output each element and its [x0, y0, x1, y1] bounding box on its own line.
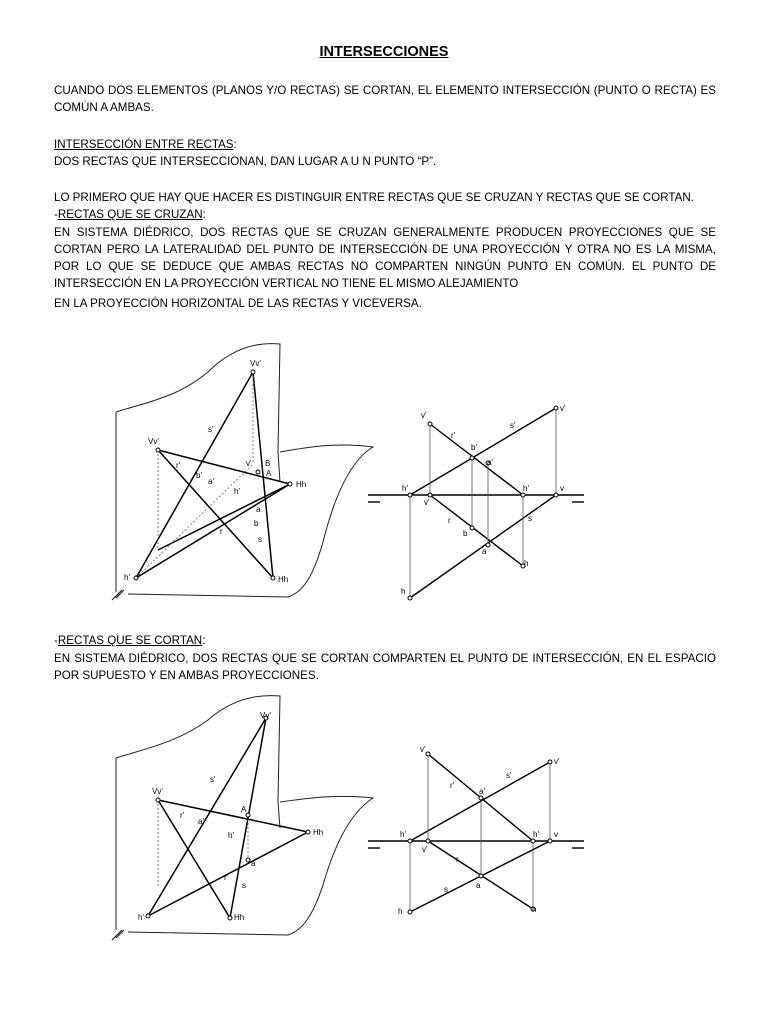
label: s [258, 535, 262, 544]
label: s' [210, 775, 216, 784]
label: r [448, 516, 451, 525]
label: r' [450, 781, 455, 790]
label: r' [224, 873, 229, 882]
label: a' [479, 787, 485, 796]
cortan-paragraph: EN SISTEMA DIÉDRICO, DOS RECTAS QUE SE CORTAN COMPARTEN EL PUNTO DE INTERSECCIÓN, EN EL ESPACIO POR SUPUESTO Y EN AMBAS PROYECCIONES. [54, 652, 716, 682]
figure-cortan-2d [368, 744, 588, 924]
label: Hh [313, 828, 324, 837]
label: Vv' [250, 359, 261, 368]
label: s [242, 881, 246, 890]
line-r-lower [136, 484, 290, 578]
figure-cruzan-2d [368, 398, 588, 608]
heading-colon: : [233, 138, 237, 151]
heading-colon: : [202, 208, 206, 221]
label: Vv' [152, 787, 163, 796]
label: v [554, 830, 558, 839]
section-heading-text: INTERSECCIÓN ENTRE RECTAS [54, 138, 234, 151]
cruzan-heading [54, 206, 716, 223]
label: a [256, 505, 261, 514]
figure-cruzan-3d [108, 332, 388, 612]
label: a [476, 881, 481, 890]
label: v' [560, 404, 566, 413]
heading-colon: : [202, 634, 206, 647]
label: a' [198, 817, 204, 826]
label: A [266, 469, 272, 478]
intro-paragraph: CUANDO DOS ELEMENTOS (PLANOS Y/O RECTAS) SE CORTAN, EL ELEMENTO INTERSECCIÓN (PUNTO O RECTA) ES COMÚN A AMBAS. [54, 84, 716, 114]
label: Hh [296, 480, 307, 489]
label: v' [421, 411, 427, 420]
label: v' [422, 845, 428, 854]
label: Vv' [260, 711, 271, 720]
section-heading-rectas [54, 136, 716, 153]
label: s' [510, 421, 516, 430]
section-text-punto: DOS RECTAS QUE INTERSECCIONAN, DAN LUGAR A U N PUNTO “P”. [54, 155, 437, 168]
label: v' [246, 459, 252, 468]
line-s3d [136, 372, 253, 578]
label: h' [138, 913, 144, 922]
label: r [220, 527, 223, 536]
label: b' [196, 471, 202, 480]
label: h' [124, 573, 130, 582]
label: Hh [234, 913, 245, 922]
label: b' [471, 443, 477, 452]
label: a [482, 547, 487, 556]
figure-cortan-3d [108, 690, 388, 960]
cruzan-heading-text: RECTAS QUE SE CRUZAN [57, 208, 203, 221]
line-s-prime [410, 408, 556, 495]
label: s' [208, 425, 214, 434]
label: b [463, 529, 468, 538]
label: b [254, 519, 259, 528]
label: Vv' [148, 437, 159, 446]
cortan-heading-text: RECTAS QUE SE CORTAN [57, 634, 203, 647]
label: a' [208, 477, 214, 486]
label: h' [228, 831, 234, 840]
distinguish-paragraph: LO PRIMERO QUE HAY QUE HACER ES DISTINGUIR ENTRE RECTAS QUE SE CRUZAN Y RECTAS QUE SE CORTAN. [54, 191, 694, 204]
label: s [528, 514, 532, 523]
heading-dash: - [54, 634, 58, 647]
line-r [430, 495, 523, 566]
cortan-heading [54, 632, 716, 649]
label: r' [451, 431, 456, 440]
label: a' [487, 458, 493, 467]
label: B [265, 459, 271, 468]
label: h' [400, 830, 406, 839]
label: v' [420, 745, 426, 754]
label: h' [234, 487, 240, 496]
label: s' [506, 771, 512, 780]
cruzan-paragraph-end: EN LA PROYECCIÓN HORIZONTAL DE LAS RECTAS Y VICEVERSA. [54, 297, 422, 310]
label: h' [523, 484, 529, 493]
heading-dash: - [54, 208, 58, 221]
label: v' [554, 757, 560, 766]
label: Hh [278, 575, 289, 584]
line-r-prime [430, 424, 523, 495]
label: s [444, 885, 448, 894]
label: A [241, 805, 247, 814]
label: a [251, 859, 256, 868]
label: v' [424, 498, 430, 507]
label: v [560, 484, 564, 493]
label: h' [402, 484, 408, 493]
label: r' [180, 811, 185, 820]
label: h [401, 587, 406, 596]
label: r' [176, 461, 181, 470]
label: h [532, 905, 537, 914]
page-title: INTERSECCIONES [319, 44, 449, 60]
line-s-prime [410, 762, 550, 841]
label: h [398, 907, 403, 916]
cruzan-paragraph: EN SISTEMA DIÉDRICO, DOS RECTAS QUE SE CRUZAN GENERALMENTE PRODUCEN PROYECCIONES QUE SE CORTAN PERO LA LATERALIDAD DEL PUNTO DE INTERSECCIÓN DE UNA PROYECCIÓN Y OTRA NO ES LA MISMA, POR LO QUE SE DEDUCE QUE AMBAS RECTAS NO COMPARTEN NINGÚN PUNTO EN COMÚN. EL PUNTO DE INTERSECCIÓN EN LA PROYECCIÓN VERTICAL NO TIENE EL MISMO ALEJAMIENTO [54, 226, 716, 290]
label: r [456, 855, 459, 864]
label: h' [533, 830, 539, 839]
label: h [524, 559, 529, 568]
